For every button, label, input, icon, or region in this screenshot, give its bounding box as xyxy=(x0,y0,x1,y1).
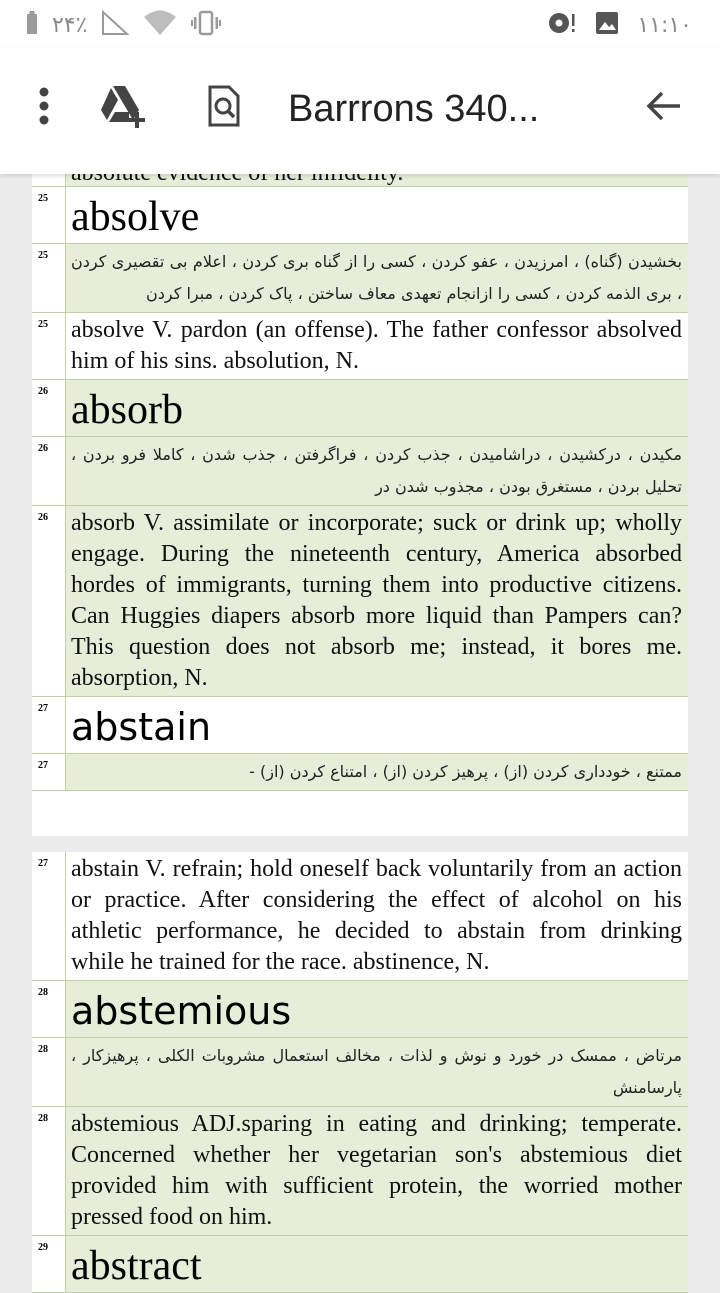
headword: abstemious xyxy=(71,989,292,1033)
media-notification-icon xyxy=(547,10,577,40)
image-notification-icon xyxy=(595,11,619,39)
table-row xyxy=(32,187,688,244)
pdf-page-1 xyxy=(32,174,688,836)
more-options-button[interactable] xyxy=(14,76,74,136)
table-row xyxy=(32,697,688,754)
table-row xyxy=(32,380,688,437)
persian-definition: ممتنع ، خودداری کردن (از) ، پرهیز کردن (از) ، امتناع کردن (از) - xyxy=(249,762,682,781)
table-row xyxy=(32,1236,688,1293)
table-row xyxy=(32,313,688,380)
app-toolbar xyxy=(0,48,720,174)
entry-number: 27 xyxy=(32,754,66,790)
table-row xyxy=(32,244,688,313)
table-row xyxy=(32,981,688,1038)
entry-number: 29 xyxy=(32,1236,66,1292)
persian-definition: بخشیدن (گناه) ، امرزیدن ، عفو کردن ، کسی را از گناه بری کردن ، اعلام بی تقصیری کردن ، بری الذمه کردن ، کسی را ازانجام تعهدی معاف ساختن ، پاک کردن ، مبرا کردن xyxy=(71,252,682,303)
table-row xyxy=(32,754,688,791)
persian-definition: مکیدن ، درکشیدن ، دراشامیدن ، جذب کردن ، فراگرفتن ، جذب شدن ، کاملا فرو بردن ، تحلیل بردن ، مستغرق بودن ، مجذوب شدن در xyxy=(71,445,682,496)
entry-number: 25 xyxy=(32,187,66,243)
find-in-page-icon xyxy=(207,85,241,127)
table-row xyxy=(32,506,688,697)
headword: abstain xyxy=(71,705,212,749)
more-vert-icon xyxy=(34,86,54,126)
clock: ۱۱:۱۰ xyxy=(637,12,692,38)
headword: absorb xyxy=(71,387,183,433)
find-in-document-button[interactable] xyxy=(194,76,254,136)
entry-number: 28 xyxy=(32,1038,66,1106)
table-row xyxy=(32,437,688,506)
add-to-drive-icon xyxy=(99,84,153,128)
vibrate-icon xyxy=(191,11,221,39)
cut-off-row xyxy=(32,174,688,187)
entry-table xyxy=(32,852,688,1293)
table-row xyxy=(32,852,688,981)
wifi-icon xyxy=(143,10,177,40)
entry-number: 25 xyxy=(32,244,66,312)
entry-number: 28 xyxy=(32,1107,66,1235)
back-button[interactable] xyxy=(634,76,694,136)
persian-definition: مرتاض ، ممسک در خورد و نوش و لذات ، مخالف استعمال مشروبات الکلی ، پرهیزکار ، پارسامنش xyxy=(71,1046,682,1097)
headword: absolve xyxy=(71,194,200,240)
entry-table xyxy=(32,187,688,791)
english-definition: abstain V. refrain; hold oneself back voluntarily from an action or practice. After considering the effect of alcohol on his athletic performance, he decided to abstain from drinking while he trained for the race. abstinence, N. xyxy=(71,856,682,975)
status-bar xyxy=(0,0,720,48)
arrow-back-icon xyxy=(646,90,682,122)
add-to-drive-button[interactable] xyxy=(96,76,156,136)
battery-icon xyxy=(26,11,38,39)
english-definition: absorb V. assimilate or incorporate; suck or drink up; wholly engage. During the nineteenth century, America absorbed hordes of immigrants, turning them into productive citizens. Can Huggies diapers absorb more liquid than Pampers can? This question does not absorb me; instead, it bores me. absorption, N. xyxy=(71,510,682,691)
entry-number: 28 xyxy=(32,981,66,1037)
entry-number: 26 xyxy=(32,506,66,696)
pdf-page-2 xyxy=(32,852,688,1292)
english-definition: abstemious ADJ.sparing in eating and drinking; temperate. Concerned whether her vegetarian son's abstemious diet provided him with sufficient protein, the worried mother pressed food on him. xyxy=(71,1111,682,1230)
battery-percent: ۲۴٪ xyxy=(52,12,88,38)
table-row xyxy=(32,1038,688,1107)
entry-number: 27 xyxy=(32,697,66,753)
entry-number: 26 xyxy=(32,437,66,505)
entry-number: 25 xyxy=(32,313,66,379)
english-definition: absolve V. pardon (an offense). The father confessor absolved him of his sins. absolution, N. xyxy=(71,317,682,374)
no-signal-icon xyxy=(101,10,129,40)
document-title: Barrrons 340... xyxy=(288,88,540,130)
table-row xyxy=(32,1107,688,1236)
entry-number: 27 xyxy=(32,852,66,980)
entry-number: 26 xyxy=(32,380,66,436)
headword: abstract xyxy=(71,1243,202,1289)
